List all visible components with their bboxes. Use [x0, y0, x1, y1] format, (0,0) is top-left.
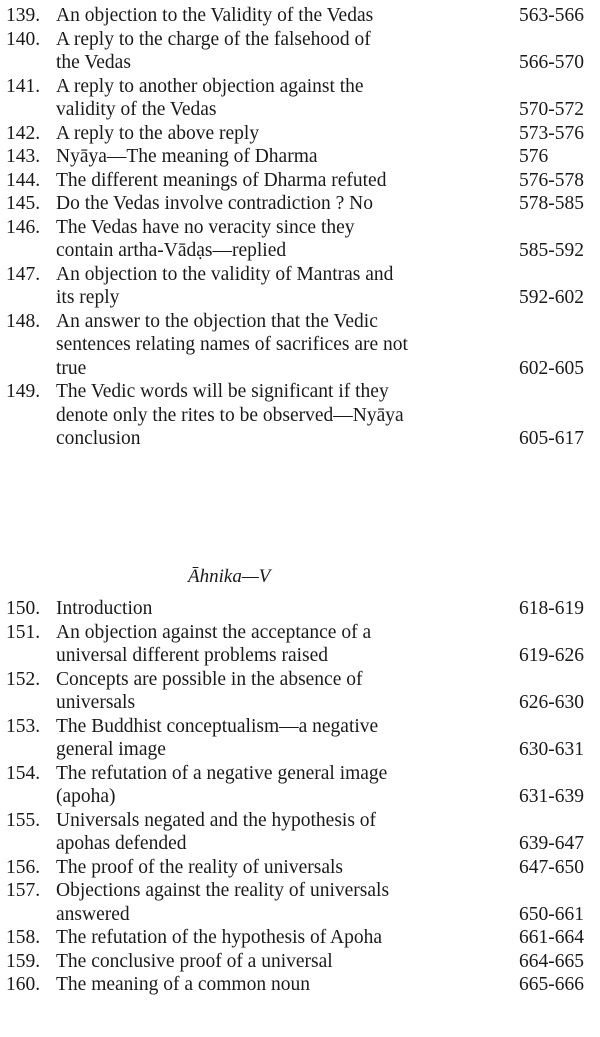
toc-entry-line [0, 691, 600, 715]
toc-entry-line [0, 122, 600, 146]
entry-title: its reply [56, 287, 120, 308]
entry-title: The proof of the reality of universals [56, 856, 343, 878]
entry-title: A reply to another objection against the [56, 75, 364, 97]
entry-title: Universals negated and the hypothesis of [56, 809, 377, 831]
entry-number: 148. [6, 310, 41, 332]
entry-number: 146. [6, 216, 41, 238]
entry-title: universal different problems raised [56, 645, 329, 666]
entry-number: 139. [6, 5, 41, 26]
entry-pages: 563-566 [519, 5, 584, 26]
toc-entry-line [0, 856, 600, 880]
entry-number: 150. [6, 598, 41, 619]
toc-entry-line [0, 98, 600, 122]
entry-pages: 585-592 [519, 240, 584, 261]
toc-entry-line [0, 357, 600, 381]
entry-title: The Buddhist conceptualism—a negative [56, 715, 379, 737]
entry-number: 159. [6, 950, 41, 972]
entry-pages: 573-576 [519, 122, 584, 144]
entry-number: 141. [6, 75, 41, 97]
toc-entry-line [0, 597, 600, 621]
toc-entry-line [0, 145, 600, 169]
entry-title: An answer to the objection that the Vedic [56, 310, 378, 332]
toc-entry-line [0, 973, 600, 997]
entry-title: universals [56, 692, 136, 713]
toc-entry-line [0, 28, 600, 52]
entry-pages: 576-578 [519, 169, 584, 191]
entry-title: The meaning of a common noun [56, 974, 310, 995]
entry-title: Do the Vedas involve contradiction ? No [56, 193, 373, 214]
entry-title: The different meanings of Dharma refuted [56, 169, 387, 191]
entry-number: 140. [6, 28, 41, 50]
toc-entry-line [0, 51, 600, 75]
toc-entry-line [0, 903, 600, 927]
entry-pages: 605-617 [519, 428, 584, 449]
toc-entry-line [0, 738, 600, 762]
toc-entry-line [0, 762, 600, 786]
entry-title: apohas defended [56, 833, 187, 854]
entry-pages: 602-605 [519, 357, 584, 379]
entry-number: 145. [6, 193, 41, 214]
entry-pages: 578-585 [519, 193, 584, 214]
toc-entry-line [0, 427, 600, 451]
section-heading: Āhnika—V [188, 566, 271, 587]
entry-number: 160. [6, 974, 41, 995]
entry-pages: 647-650 [519, 856, 584, 878]
entry-title: An objection against the acceptance of a [56, 621, 372, 643]
entry-pages: 631-639 [519, 786, 584, 807]
entry-number: 155. [6, 809, 41, 831]
entry-title: A reply to the above reply [56, 122, 260, 144]
entry-title: The conclusive proof of a universal [56, 950, 333, 972]
entry-number: 156. [6, 856, 41, 878]
entry-title: The refutation of the hypothesis of Apoha [56, 927, 383, 948]
toc-entry-line [0, 75, 600, 99]
entry-title: The refutation of a negative general image [56, 762, 388, 784]
entry-title: validity of the Vedas [56, 99, 217, 120]
entry-pages: 626-630 [519, 692, 584, 713]
toc-entry-line [0, 192, 600, 216]
entry-number: 151. [6, 621, 41, 643]
entry-title: the Vedas [56, 52, 131, 73]
toc-entry-line [0, 926, 600, 950]
entry-title: (apoha) [56, 786, 116, 807]
toc-entry-line [0, 832, 600, 856]
entry-title: The Vedas have no veracity since they [56, 216, 355, 238]
entry-number: 158. [6, 927, 41, 948]
entry-title: A reply to the charge of the falsehood of [56, 28, 371, 50]
entry-number: 149. [6, 381, 41, 402]
entry-number: 153. [6, 715, 41, 737]
toc-entry-line [0, 333, 600, 357]
entry-number: 152. [6, 668, 41, 690]
entry-pages: 639-647 [519, 833, 584, 854]
entry-pages: 566-570 [519, 52, 584, 73]
entry-pages: 664-665 [519, 950, 584, 972]
toc-entry-line [0, 216, 600, 240]
toc-entry-line [0, 715, 600, 739]
entry-pages: 630-631 [519, 739, 584, 760]
entry-title: Nyāya—The meaning of Dharma [56, 146, 318, 167]
entry-title: Objections against the reality of universals [56, 880, 390, 901]
entry-title: general image [56, 739, 166, 760]
toc-entry-line [0, 621, 600, 645]
toc-entry-line [0, 404, 600, 428]
toc-entry-line [0, 879, 600, 903]
entry-pages: 618-619 [519, 598, 584, 619]
entry-title: Introduction [56, 598, 153, 619]
toc-entry-line [0, 785, 600, 809]
entry-pages: 650-661 [519, 903, 584, 925]
entry-title: denote only the rites to be observed—Nyāya [56, 404, 404, 426]
entry-title: true [56, 357, 87, 379]
entry-number: 143. [6, 146, 41, 167]
entry-number: 157. [6, 880, 41, 901]
toc-entry-line [0, 239, 600, 263]
entry-title: sentences relating names of sacrifices are not [56, 334, 408, 355]
toc-entry-line [0, 286, 600, 310]
entry-number: 142. [6, 122, 41, 144]
entry-number: 154. [6, 762, 41, 784]
entry-title: An objection to the Validity of the Vedas [56, 5, 374, 26]
toc-entry-line [0, 263, 600, 287]
toc-entry-line [0, 310, 600, 334]
entry-title: The Vedic words will be significant if they [56, 381, 389, 402]
toc-entry-line [0, 380, 600, 404]
entry-number: 147. [6, 263, 41, 285]
toc-entry-line [0, 668, 600, 692]
entry-title: answered [56, 903, 130, 925]
entry-pages: 619-626 [519, 645, 584, 666]
entry-pages: 570-572 [519, 99, 584, 120]
entry-title: contain artha-Vādạs—replied [56, 240, 287, 261]
toc-entry-line [0, 644, 600, 668]
entry-pages: 592-602 [519, 287, 584, 308]
entry-title: conclusion [56, 428, 141, 449]
toc-entry-line [0, 169, 600, 193]
entry-pages: 661-664 [519, 927, 584, 948]
toc-entry-line [0, 4, 600, 28]
entry-title: Concepts are possible in the absence of [56, 668, 363, 690]
entry-pages: 576 [519, 146, 549, 167]
entry-title: An objection to the validity of Mantras and [56, 263, 394, 285]
toc-entry-line [0, 950, 600, 974]
entry-pages: 665-666 [519, 974, 584, 995]
entry-number: 144. [6, 169, 41, 191]
toc-entry-line [0, 809, 600, 833]
